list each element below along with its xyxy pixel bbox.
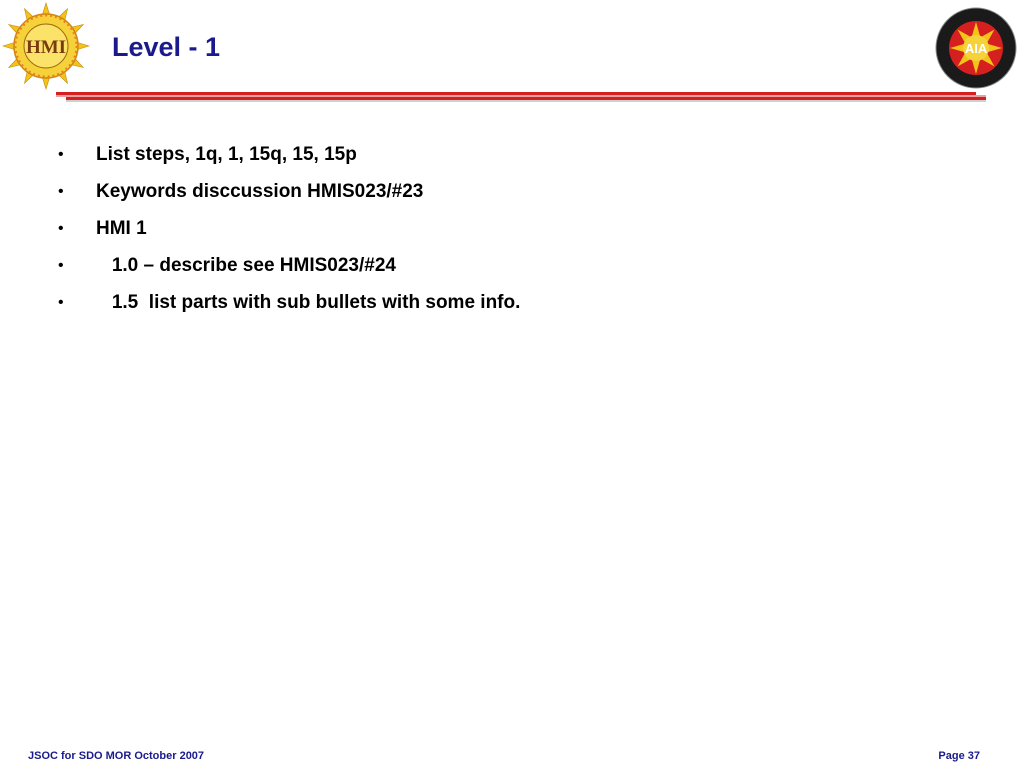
aia-logo-text: AIA <box>964 41 988 56</box>
aia-logo <box>934 6 1018 90</box>
bullet-text: List steps, 1q, 1, 15q, 15, 15p <box>96 144 357 165</box>
footer-caption: JSOC for SDO MOR October 2007 <box>28 750 205 762</box>
bullet-item <box>58 216 958 253</box>
bullet-item <box>58 253 958 290</box>
bullet-item <box>58 290 958 327</box>
page-number: Page 37 <box>938 750 980 762</box>
slide-title: Level - 1 <box>112 32 221 62</box>
bullet-item <box>58 179 958 216</box>
bullet-dot: • <box>58 183 64 200</box>
bullet-dot: • <box>58 294 64 311</box>
bullet-dot: • <box>58 220 64 237</box>
bullet-text: HMI 1 <box>96 218 147 239</box>
bullet-dot: • <box>58 257 64 274</box>
bullet-text: Keywords disccussion HMIS023/#23 <box>96 181 424 202</box>
hmi-logo <box>2 2 90 90</box>
bullet-list <box>58 142 958 327</box>
bullet-text: 1.5 list parts with sub bullets with some info. <box>96 292 521 313</box>
bullet-dot: • <box>58 146 64 163</box>
bullet-text: 1.0 – describe see HMIS023/#24 <box>96 255 396 276</box>
bullet-item <box>58 142 958 179</box>
header-rule <box>56 92 986 102</box>
hmi-logo-text: HMI <box>25 37 67 58</box>
